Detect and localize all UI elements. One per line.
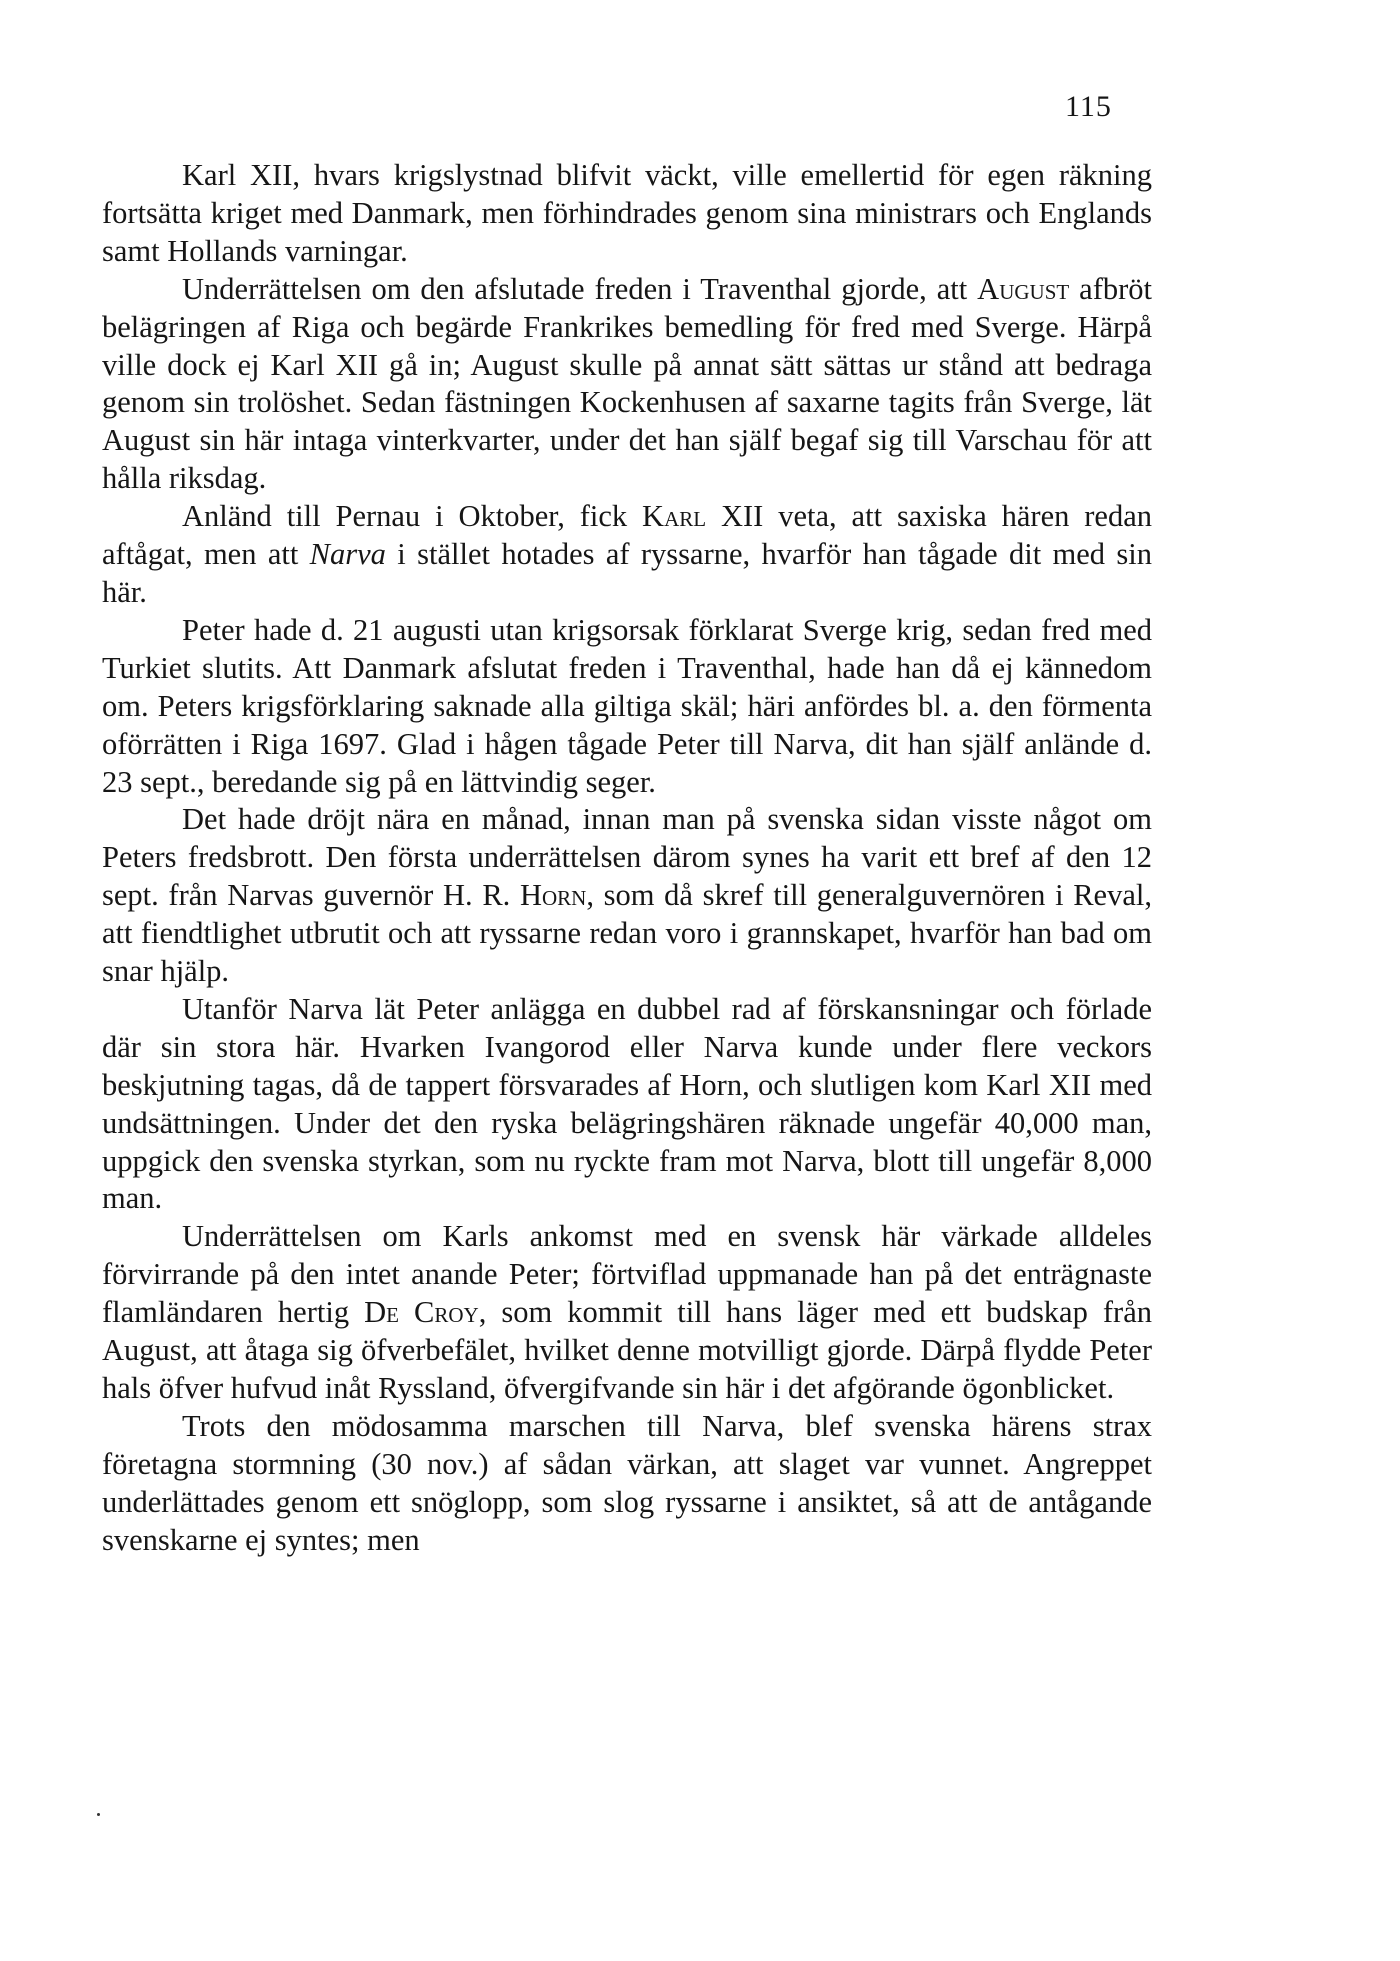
paragraph-6 [102, 991, 1152, 1218]
body-text [102, 157, 1152, 1560]
text-run: afbröt belägringen af Riga och begärde Frankrikes bemedling för fred med Sverge. Härpå ville dock ej Karl XII gå in; August skulle på annat sätt sättas ur stånd att bedraga genom sin trolöshet. Sedan fästningen Kockenhusen af saxarne tagits från Sverge, lät August sin här intaga vinterkvarter, under det han själf begaf sig till Varschau för att hålla riksdag. [102, 271, 1152, 496]
text-run: , som kommit till hans läger med ett budskap från August, att åtaga sig öfverbefälet, hvilket denne motvilligt gjorde. Därpå flydde Peter hals öfver hufvud inåt Ryssland, öfvergifvande sin här i det afgörande ögonblicket. [102, 1295, 1152, 1405]
text-run: Anländ till Pernau i Oktober, fick [182, 499, 643, 534]
text-run: Trots den mödosamma marschen till Narva, blef svenska härens strax företagna stormning (30 nov.) af sådan värkan, att slaget var vunnet. Angreppet underlättades genom ett snöglopp, som slog ryssarne i ansiktet, så att de antågande svenskarne ej syntes; men [102, 1408, 1152, 1557]
paragraph-3 [102, 498, 1152, 612]
paragraph-5 [102, 801, 1152, 991]
paragraph-1 [102, 157, 1152, 271]
paragraph-7 [102, 1218, 1152, 1408]
smallcaps-name-august: August [977, 271, 1070, 306]
text-run: Underrättelsen om den afslutade freden i Traventhal gjorde, att [182, 271, 978, 306]
text-run: i stället hotades af ryssarne, hvarför han tågade dit med sin här. [102, 537, 1152, 609]
text-run: Det hade dröjt nära en månad, innan man på svenska sidan visste något om Peters fredsbrott. Den första underrättelsen därom synes ha varit ett bref af den 12 sept. från Narvas guvernör H. R. [102, 802, 1152, 913]
paragraph-4 [102, 612, 1152, 802]
paragraph-8 [102, 1408, 1152, 1560]
text-run: , som då skref till generalguvernören i Reval, att fiendtlighet utbrutit och att ryssarne redan voro i grannskapet, hvarför han bad om snar hjälp. [102, 878, 1152, 989]
text-run: Underrättelsen om Karls ankomst med en svensk här värkade alldeles förvirrande på den intet anande Peter; förtviflad uppmanade han på det enträgnaste flamländaren hertig [102, 1219, 1152, 1330]
page-number: 115 [1065, 90, 1112, 123]
paragraph-2 [102, 271, 1152, 498]
italic-place-narva: Narva [309, 537, 386, 572]
smallcaps-name-de-croy: De Croy [364, 1295, 479, 1330]
smallcaps-name-horn: Horn [519, 878, 587, 913]
text-run: Peter hade d. 21 augusti utan krigsorsak förklarat Sverge krig, sedan fred med Turkiet slutits. Att Danmark afslutat freden i Traventhal, hade han då ej kännedom om. Peters krigsförklaring saknade alla giltiga skäl; häri anfördes bl. a. den förmenta oförrätten i Riga 1697. Glad i hågen tågade Peter till Narva, dit han själf anlände d. 23 sept., beredande sig på en lättvindig seger. [102, 612, 1152, 799]
text-run: XII veta, att saxiska hären redan aftågat, men att [102, 499, 1152, 572]
text-run: Utanför Narva lät Peter anlägga en dubbel rad af förskansningar och förlade där sin stora här. Hvarken Ivangorod eller Narva kunde under flere veckors beskjutning tagas, då de tappert försvarades af Horn, och slutligen kom Karl XII med undsättningen. Under det den ryska belägringshären räknade ungefär 40,000 man, uppgick den svenska styrkan, som nu ryckte fram mot Narva, blott till ungefär 8,000 man. [102, 991, 1152, 1216]
smallcaps-name-karl: Karl [642, 499, 707, 534]
text-run: Karl XII, hvars krigslystnad blifvit väckt, ville emellertid för egen räkning fortsätta kriget med Danmark, men förhindrades genom sina ministrars och Englands samt Hollands varningar. [102, 158, 1152, 268]
print-speck [97, 1813, 100, 1816]
